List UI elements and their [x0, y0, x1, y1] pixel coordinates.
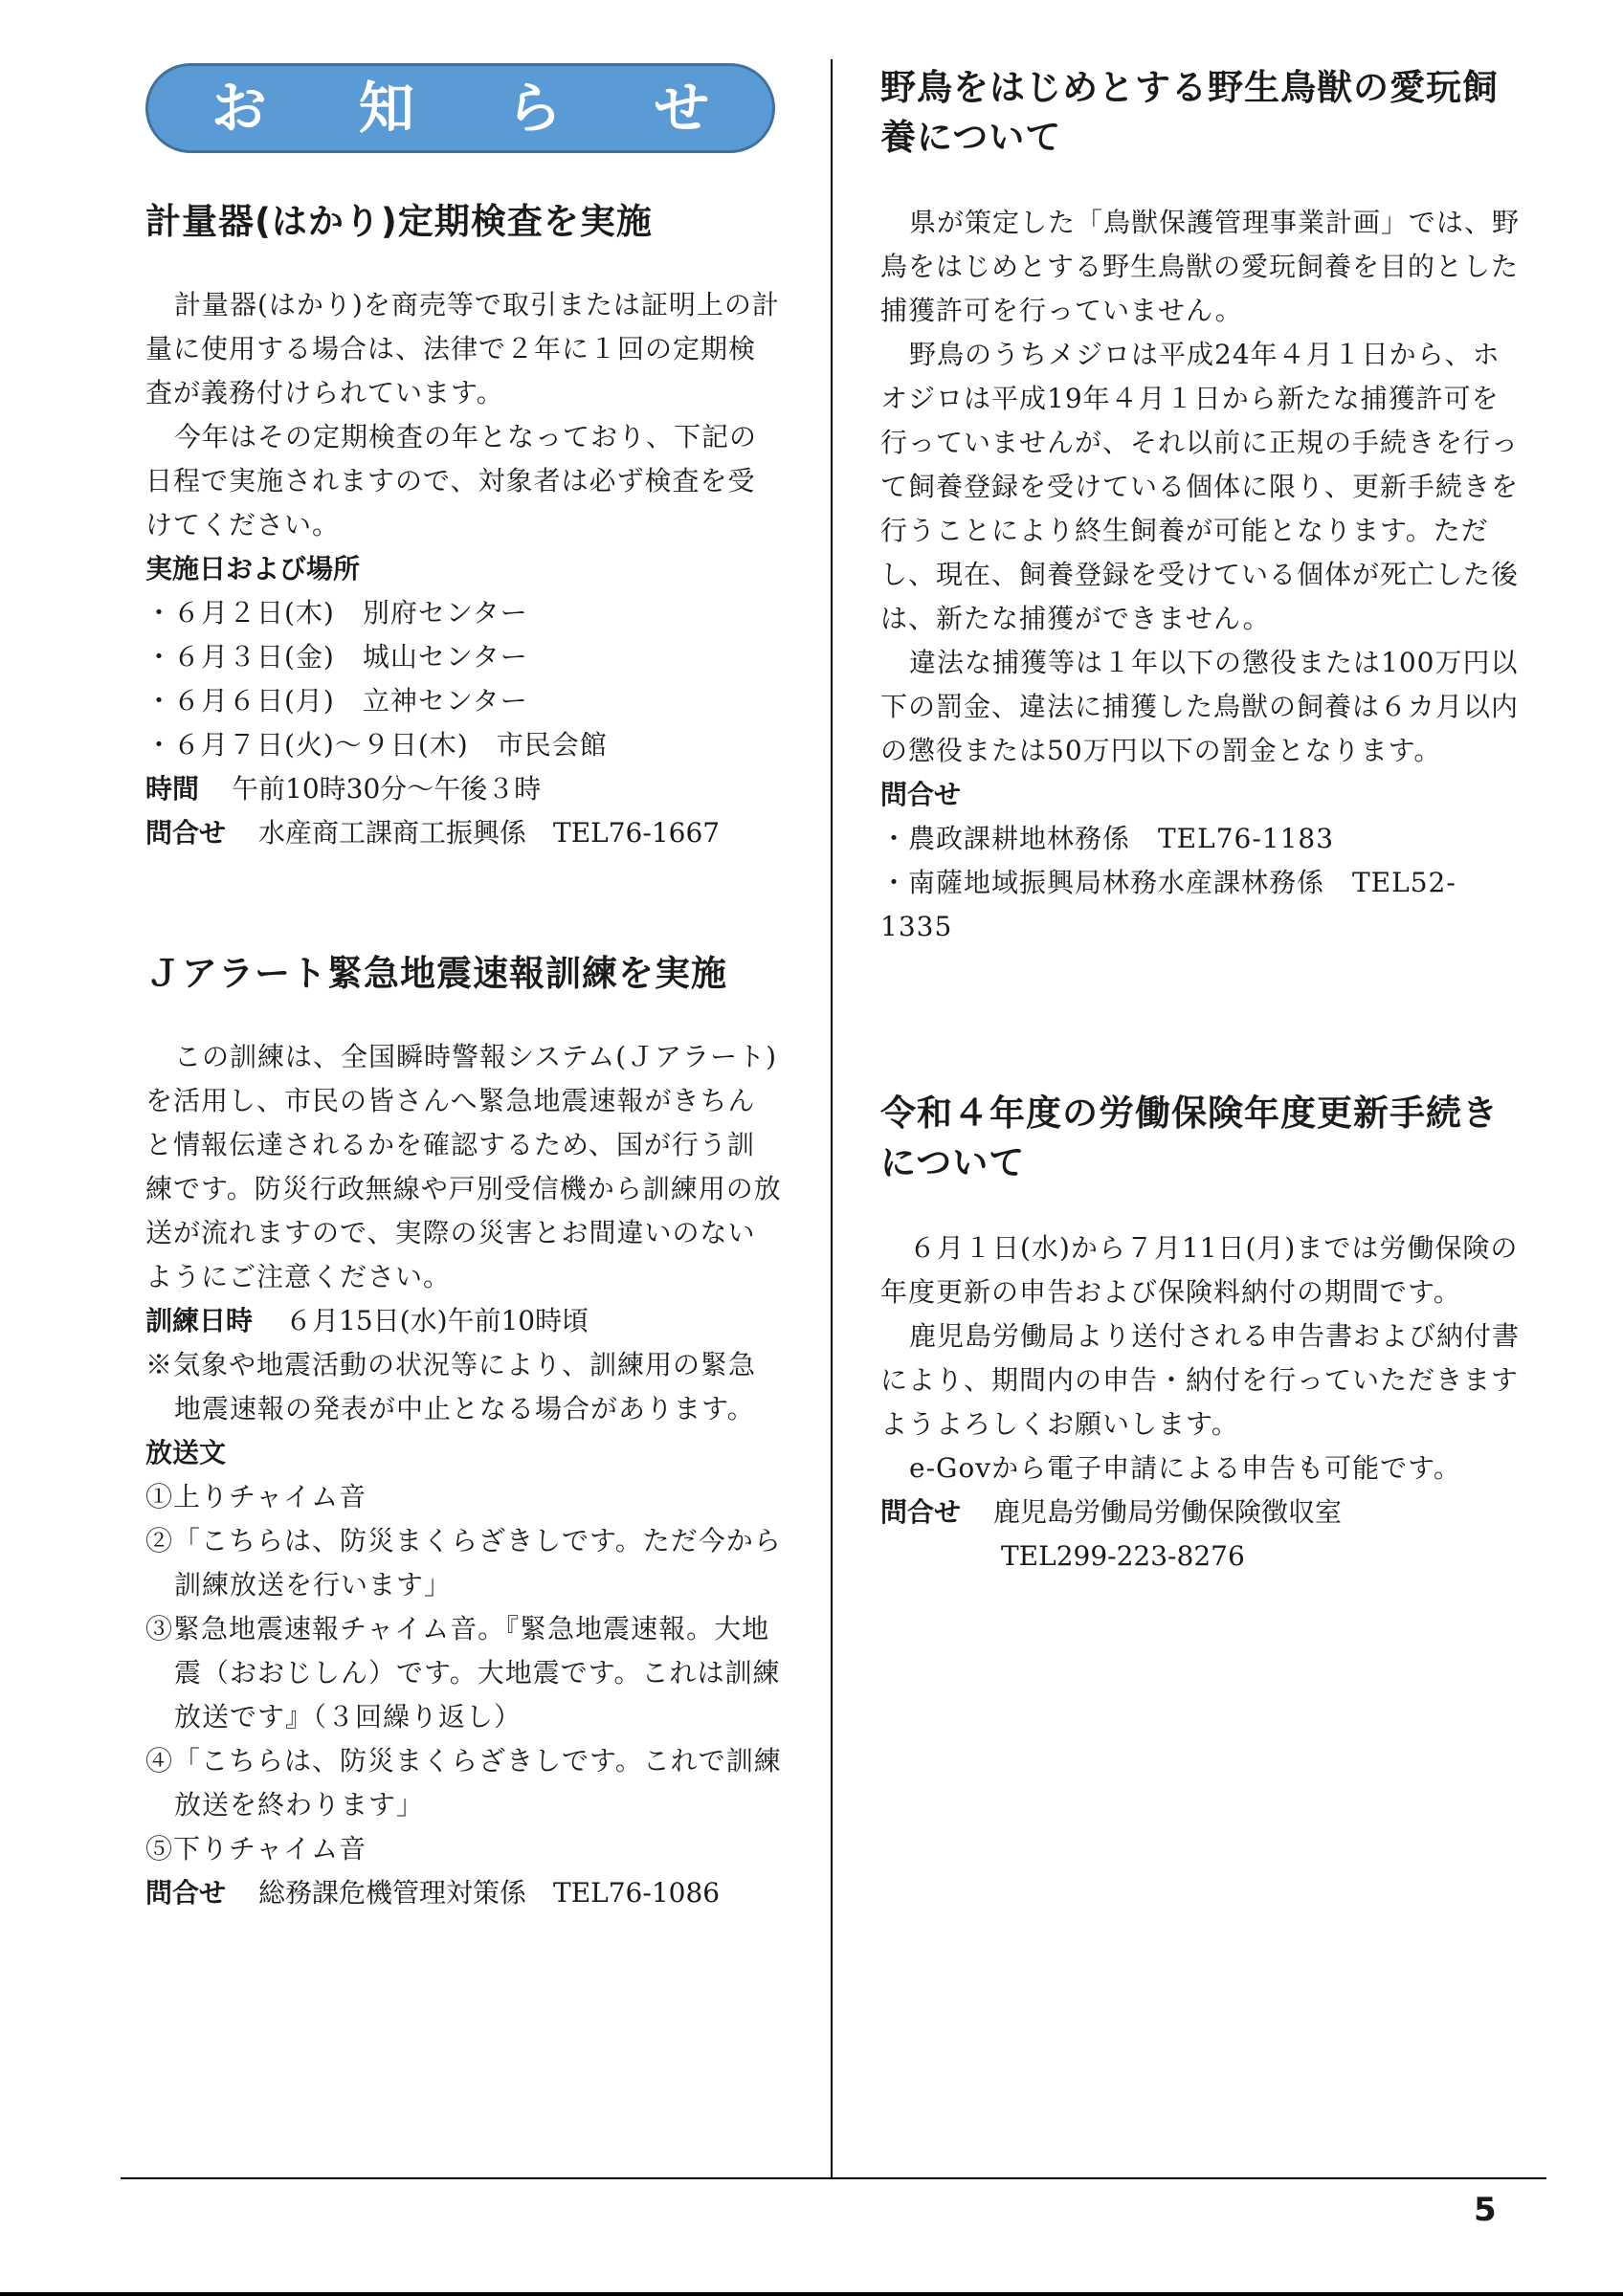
time-row	[145, 767, 782, 811]
paragraph: e-Govから電子申請による申告も可能です。	[909, 1452, 1461, 1484]
contact-row	[145, 811, 782, 855]
contact-label: 問合せ	[145, 817, 227, 849]
drill-date-label: 訓練日時	[145, 1305, 254, 1336]
contact-label: 問合せ	[880, 1496, 962, 1528]
paragraph: 今年はその定期検査の年となっており、下記の日程で実施されますので、対象者は必ず検査を受けてください。	[145, 421, 758, 541]
paragraph: この訓練は、全国瞬時警報システム(Ｊアラート)を活用し、市民の皆さんへ緊急地震速報がきちんと情報伝達されるかを確認するため、国が行う訓練です。防災行政無線や戸別受信機から訓練用の放送が流れますので、実際の災害とお間違いのないようにご注意ください。	[145, 1041, 782, 1292]
article-title: 令和４年度の労働保険年度更新手続きについて	[880, 1093, 1499, 1183]
article-title: 野鳥をはじめとする野生鳥獣の愛玩飼養について	[880, 67, 1499, 158]
schedule-item: ・６月２日(木) 別府センター	[145, 597, 528, 629]
contact-value: 鹿児島労働局労働保険徴収室	[993, 1496, 1343, 1528]
paragraph: 計量器(はかり)を商売等で取引または証明上の計量に使用する場合は、法律で２年に１回の定期検査が義務付けられています。	[145, 289, 780, 408]
broadcast-item: ②「こちらは、防災まくらざきしです。ただ今から訓練放送を行います」	[145, 1525, 782, 1601]
paragraph: 県が策定した「鳥獣保護管理事業計画」では、野鳥をはじめとする野生鳥獣の愛玩飼養を目的とした捕獲許可を行っていません。	[880, 207, 1521, 326]
page-number: 5	[1474, 2191, 1497, 2229]
contact-row	[880, 1490, 1523, 1534]
drill-date-row	[145, 1299, 782, 1343]
article-wild-birds	[880, 63, 1523, 949]
notice-banner: お 知 ら せ	[145, 63, 775, 153]
paragraph: 鹿児島労働局より送付される申告書および納付書により、期間内の申告・納付を行っていただきますようよろしくお願いします。	[880, 1320, 1521, 1440]
contact-label: 問合せ	[145, 1877, 227, 1909]
schedule-item: ・６月６日(月) 立神センター	[145, 685, 528, 717]
contact-label: 問合せ	[880, 779, 962, 810]
article-title: Ｊアラート緊急地震速報訓練を実施	[145, 953, 727, 994]
article-labor-insurance	[880, 1089, 1523, 1578]
schedule-item: ・６月３日(金) 城山センター	[145, 641, 528, 673]
contact-value: 水産商工課商工振興係 TEL76-1667	[258, 817, 721, 849]
article-scale-inspection	[145, 197, 782, 855]
broadcast-item: ⑤下りチャイム音	[145, 1833, 367, 1865]
contact-row	[145, 1871, 782, 1915]
contact-value: 総務課危機管理対策係 TEL76-1086	[258, 1877, 721, 1909]
bottom-edge-rule	[0, 2292, 1623, 2296]
paragraph: ６月１日(水)から７月11日(月)までは労働保険の年度更新の申告および保険料納付の期間です。	[880, 1232, 1519, 1308]
schedule-label: 実施日および場所	[145, 553, 361, 585]
note: ※気象や地震活動の状況等により、訓練用の緊急地震速報の発表が中止となる場合があります。	[145, 1349, 757, 1424]
contact-tel: TEL299-223-8276	[1001, 1540, 1245, 1572]
footer-rule	[121, 2177, 1546, 2179]
time-value: 午前10時30分～午後３時	[232, 773, 542, 805]
time-label: 時間	[145, 773, 200, 805]
article-title: 計量器(はかり)定期検査を実施	[145, 201, 653, 242]
column-divider	[831, 59, 833, 2177]
contact-item: ・南薩地域振興局林務水産課林務係 TEL52-1335	[880, 867, 1456, 942]
broadcast-label: 放送文	[145, 1437, 227, 1468]
broadcast-item: ③緊急地震速報チャイム音。『緊急地震速報。大地震（おおじしん）です。大地震です。これは訓練放送です』（３回繰り返し）	[145, 1613, 781, 1733]
broadcast-item: ①上りチャイム音	[145, 1481, 367, 1512]
paragraph: 違法な捕獲等は１年以下の懲役または100万円以下の罰金、違法に捕獲した鳥獣の飼養は６カ月以内の懲役または50万円以下の罰金となります。	[880, 647, 1520, 766]
article-jalert-drill	[145, 949, 782, 1915]
drill-date-value: ６月15日(水)午前10時頃	[285, 1305, 589, 1336]
paragraph: 野鳥のうちメジロは平成24年４月１日から、ホオジロは平成19年４月１日から新たな捕獲許可を行っていませんが、それ以前に正規の手続きを行って飼養登録を受けている個体に限り、更新手続きを行うことにより終生飼養が可能となります。ただし、現在、飼養登録を受けている個体が死亡した後は、新たな捕獲ができません。	[880, 339, 1520, 634]
contact-item: ・農政課耕地林務係 TEL76-1183	[880, 823, 1335, 854]
broadcast-item: ④「こちらは、防災まくらざきしです。これで訓練放送を終わります」	[145, 1745, 782, 1821]
schedule-item: ・６月７日(火)～９日(木) 市民会館	[145, 729, 608, 761]
